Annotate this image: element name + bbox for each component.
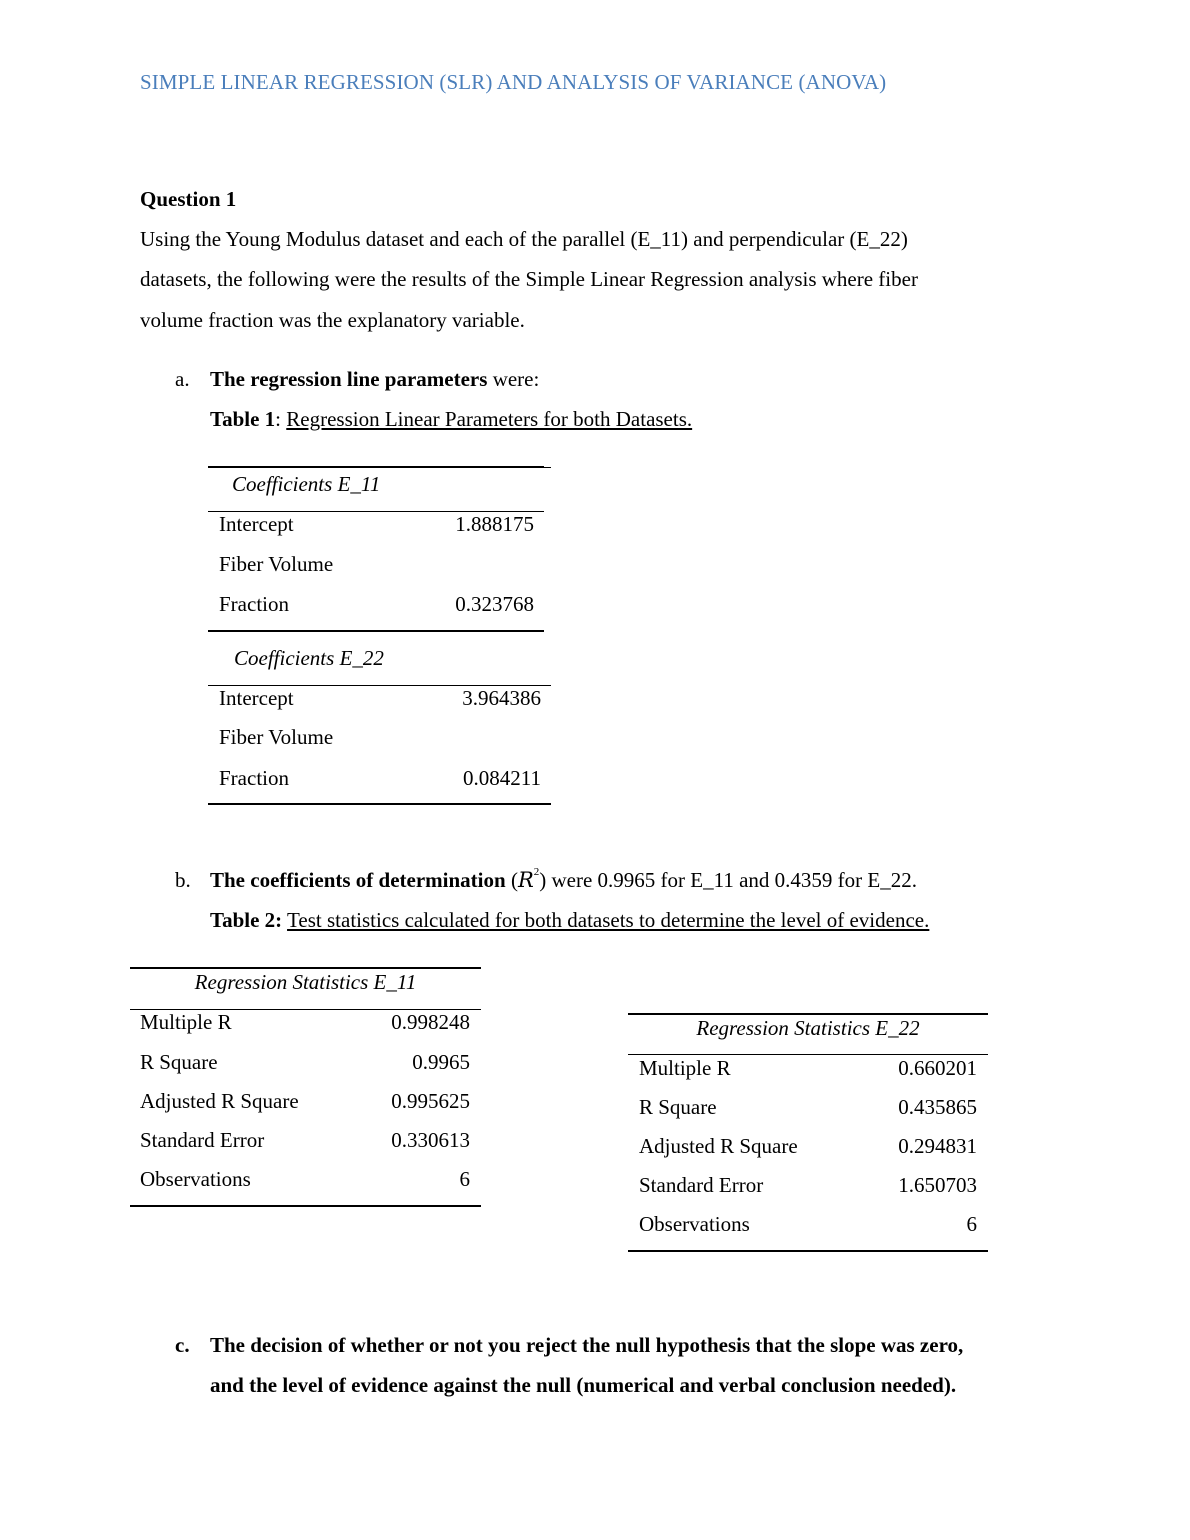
list-marker-a: a. [175, 367, 190, 391]
table-e11-top-rule-tail [544, 467, 551, 468]
intro-line-1: Using the Young Modulus dataset and each of the parallel (E_11) and perpendicular (E_22) [140, 227, 908, 251]
part-b-text [210, 868, 917, 893]
stats-e11-bottom-rule [130, 1205, 481, 1207]
stats-e11-r-square-label: R Square [140, 1050, 218, 1074]
stats-e22-multiple-r-value: 0.660201 [898, 1056, 977, 1080]
list-marker-c: c. [175, 1333, 190, 1357]
part-a-rest: were: [487, 367, 540, 391]
stats-e11-multiple-r-value: 0.998248 [391, 1010, 470, 1034]
stats-e11-top-rule [130, 967, 481, 969]
document-header-title: SIMPLE LINEAR REGRESSION (SLR) AND ANALYSIS OF VARIANCE (ANOVA) [140, 70, 887, 94]
table-2-caption-label: Table 2: [210, 908, 283, 932]
stats-e22-adj-r-square-value: 0.294831 [898, 1134, 977, 1158]
table-e22-intercept-label: Intercept [219, 686, 294, 710]
stats-e22-bottom-rule [628, 1250, 988, 1252]
stats-e11-std-error-label: Standard Error [140, 1128, 265, 1152]
list-marker-b: b. [175, 868, 191, 892]
table-e11-fvf-label-2: Fraction [219, 592, 289, 616]
intro-line-2: datasets, the following were the results of the Simple Linear Regression analysis where fiber [140, 267, 918, 291]
part-b-bold: The coefficients of determination [210, 868, 506, 892]
table-1-caption-label: Table 1 [210, 407, 276, 431]
table-e11-title: Coefficients E_11 [232, 472, 381, 496]
table-e22-title: Coefficients E_22 [234, 646, 384, 670]
part-c-line-1: The decision of whether or not you reject the null hypothesis that the slope was zero, [210, 1333, 964, 1357]
r-squared-symbol: R [517, 868, 534, 892]
stats-e11-r-square-value: 0.9965 [412, 1050, 470, 1074]
table-e11-intercept-label: Intercept [219, 512, 294, 536]
part-a-bold: The regression line parameters [210, 367, 488, 391]
table-e22-fvf-label-1: Fiber Volume [219, 725, 334, 749]
stats-e22-top-rule [628, 1013, 988, 1015]
table-2-caption [210, 908, 929, 933]
table-e11-top-rule [208, 466, 544, 468]
part-b-rest: ) were 0.9965 for E_11 and 0.4359 for E_22. [539, 868, 917, 892]
stats-e11-adj-r-square-value: 0.995625 [391, 1089, 470, 1113]
table-e11-fvf-label-1: Fiber Volume [219, 552, 334, 576]
part-c-line-2: and the level of evidence against the null (numerical and verbal conclusion needed). [210, 1373, 957, 1397]
stats-e22-r-square-label: R Square [639, 1095, 717, 1119]
stats-e22-multiple-r-label: Multiple R [639, 1056, 731, 1080]
stats-e11-observations-value: 6 [459, 1167, 470, 1191]
table-e22-intercept-value: 3.964386 [462, 686, 541, 710]
stats-e22-adj-r-square-label: Adjusted R Square [639, 1134, 798, 1158]
stats-e22-header-rule [628, 1054, 988, 1055]
stats-e11-multiple-r-label: Multiple R [140, 1010, 232, 1034]
stats-e11-adj-r-square-label: Adjusted R Square [140, 1089, 299, 1113]
table-e22-fvf-value: 0.084211 [463, 766, 541, 790]
stats-e22-r-square-value: 0.435865 [898, 1095, 977, 1119]
table-1-caption [210, 407, 692, 432]
stats-e11-observations-label: Observations [140, 1167, 251, 1191]
table-1-caption-text: Regression Linear Parameters for both Datasets. [286, 407, 693, 431]
table-1-caption-sep: : [275, 407, 287, 431]
table-e11-bottom-rule [208, 630, 544, 632]
table-e11-intercept-value: 1.888175 [455, 512, 534, 536]
intro-line-3: volume fraction was the explanatory variable. [140, 308, 525, 332]
question-heading: Question 1 [140, 187, 237, 211]
part-a-text [210, 367, 539, 392]
table-e11-fvf-value: 0.323768 [455, 592, 534, 616]
part-b-open: ( [505, 868, 518, 892]
stats-e22-std-error-value: 1.650703 [898, 1173, 977, 1197]
stats-e22-observations-value: 6 [966, 1212, 977, 1236]
table-e22-fvf-label-2: Fraction [219, 766, 289, 790]
stats-e11-title: Regression Statistics E_11 [194, 970, 417, 994]
r-squared-superscript: 2 [533, 866, 540, 878]
stats-e11-std-error-value: 0.330613 [391, 1128, 470, 1152]
table-2-caption-text: Test statistics calculated for both datasets to determine the level of evidence. [287, 908, 930, 932]
stats-e22-std-error-label: Standard Error [639, 1173, 764, 1197]
stats-e22-title: Regression Statistics E_22 [696, 1016, 920, 1040]
table-e22-bottom-rule [208, 803, 551, 805]
stats-e22-observations-label: Observations [639, 1212, 750, 1236]
